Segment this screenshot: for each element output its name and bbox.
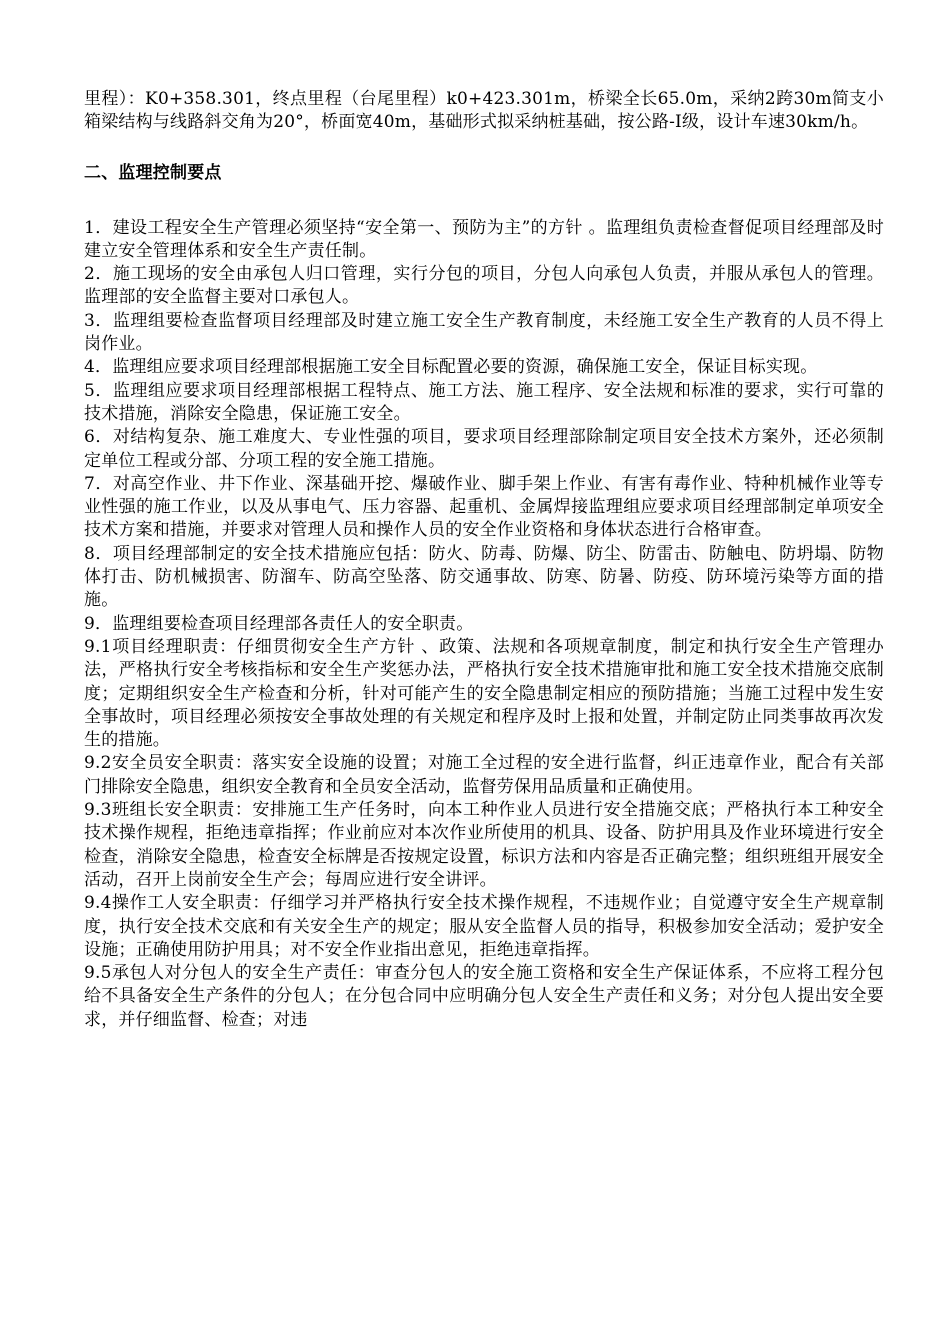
section-heading: 二、监理控制要点 (84, 162, 222, 183)
paragraph-9-3: 9.3班组长安全职责：安排施工生产任务时，向本工种作业人员进行安全措施交底；严格执行本工种安全技术操作规程，拒绝违章指挥；作业前应对本次作业所使用的机具、设备、防护用具及作业环境进行安全检查，消除安全隐患，检查安全标牌是否按规定设置，标识方法和内容是否正确完整；组织班组开展安全活动，召开上岗前安全生产会；每周应进行安全讲评。 (84, 800, 884, 890)
paragraph-2: 2．施工现场的安全由承包人归口管理，实行分包的项目，分包人向承包人负责，并服从承包人的管理。监理部的安全监督主要对口承包人。 (84, 264, 884, 308)
paragraph-9-2: 9.2安全员安全职责：落实安全设施的设置；对施工全过程的安全进行监督，纠正违章作业，配合有关部门排除安全隐患，组织安全教育和全员安全活动，监督劳保用品质量和正确使用。 (84, 753, 884, 797)
paragraph-3: 3．监理组要检查监督项目经理部及时建立施工安全生产教育制度，未经施工安全生产教育的人员不得上岗作业。 (84, 310, 884, 355)
paragraph-9: 9．监理组要检查项目经理部各责任人的安全职责。 (84, 613, 474, 634)
paragraph-4: 4．监理组应要求项目经理部根据施工安全目标配置必要的资源，确保施工安全，保证目标实现。 (84, 357, 818, 378)
document-page (84, 88, 884, 1032)
paragraph-1: 1．建设工程安全生产管理必须坚持“安全第一、预防为主”的方针 。监理组负责检查督促项目经理部及时建立安全管理体系和安全生产责任制。 (84, 217, 884, 261)
paragraph-9-1: 9.1项目经理职责：仔细贯彻安全生产方针 、政策、法规和各项规章制度，制定和执行安全生产管理办法，严格执行安全考核指标和安全生产奖惩办法，严格执行安全技术措施审批和施工安全技术措施交底制度；定期组织安全生产检查和分析，针对可能产生的安全隐患制定相应的预防措施；当施工过程中发生安全事故时，项目经理必须按安全事故处理的有关规定和程序及时上报和处置，并制定防止同类事故再次发生的措施。 (84, 636, 884, 751)
paragraph-5: 5．监理组应要求项目经理部根据工程特点、施工方法、施工程序、安全法规和标准的要求，实行可靠的技术措施，消除安全隐患，保证施工安全。 (84, 380, 884, 424)
paragraph-9-5: 9.5承包人对分包人的安全生产责任：审查分包人的安全施工资格和安全生产保证体系，不应将工程分包给不具备安全生产条件的分包人；在分包合同中应明确分包人安全生产责任和义务；对分包人提出安全要求，并仔细监督、检查；对违 (84, 963, 884, 1030)
paragraph-9-4: 9.4操作工人安全职责：仔细学习并严格执行安全技术操作规程，不违规作业；自觉遵守安全生产规章制度，执行安全技术交底和有关安全生产的规定；服从安全监督人员的指导，积极参加安全活动；爱护安全设施；正确使用防护用具；对不安全作业指出意见，拒绝违章指挥。 (84, 893, 884, 960)
intro-paragraph: 里程）：K0+358.301，终点里程（台尾里程）k0+423.301m，桥梁全长65.0m，采纳2跨30m简支小箱梁结构与线路斜交角为20°，桥面宽40m，基础形式拟采纳桩基础，按公路-I级，设计车速30km/h。 (84, 89, 884, 133)
paragraph-8: 8．项目经理部制定的安全技术措施应包括：防火、防毒、防爆、防尘、防雷击、防触电、防坍塌、防物体打击、防机械损害、防溜车、防高空坠落、防交通事故、防寒、防暑、防疫、防环境污染等方面的措施。 (84, 543, 884, 611)
paragraph-6: 6．对结构复杂、施工难度大、专业性强的项目，要求项目经理部除制定项目安全技术方案外，还必须制定单位工程或分部、分项工程的安全施工措施。 (84, 427, 884, 471)
paragraph-7: 7．对高空作业、井下作业、深基础开挖、爆破作业、脚手架上作业、有害有毒作业、特种机械作业等专业性强的施工作业，以及从事电气、压力容器、起重机、金属焊接监理组应要求项目经理部制定单项安全技术方案和措施，并要求对管理人员和操作人员的安全作业资格和身体状态进行合格审查。 (84, 473, 884, 541)
paragraph-list (84, 217, 884, 1032)
